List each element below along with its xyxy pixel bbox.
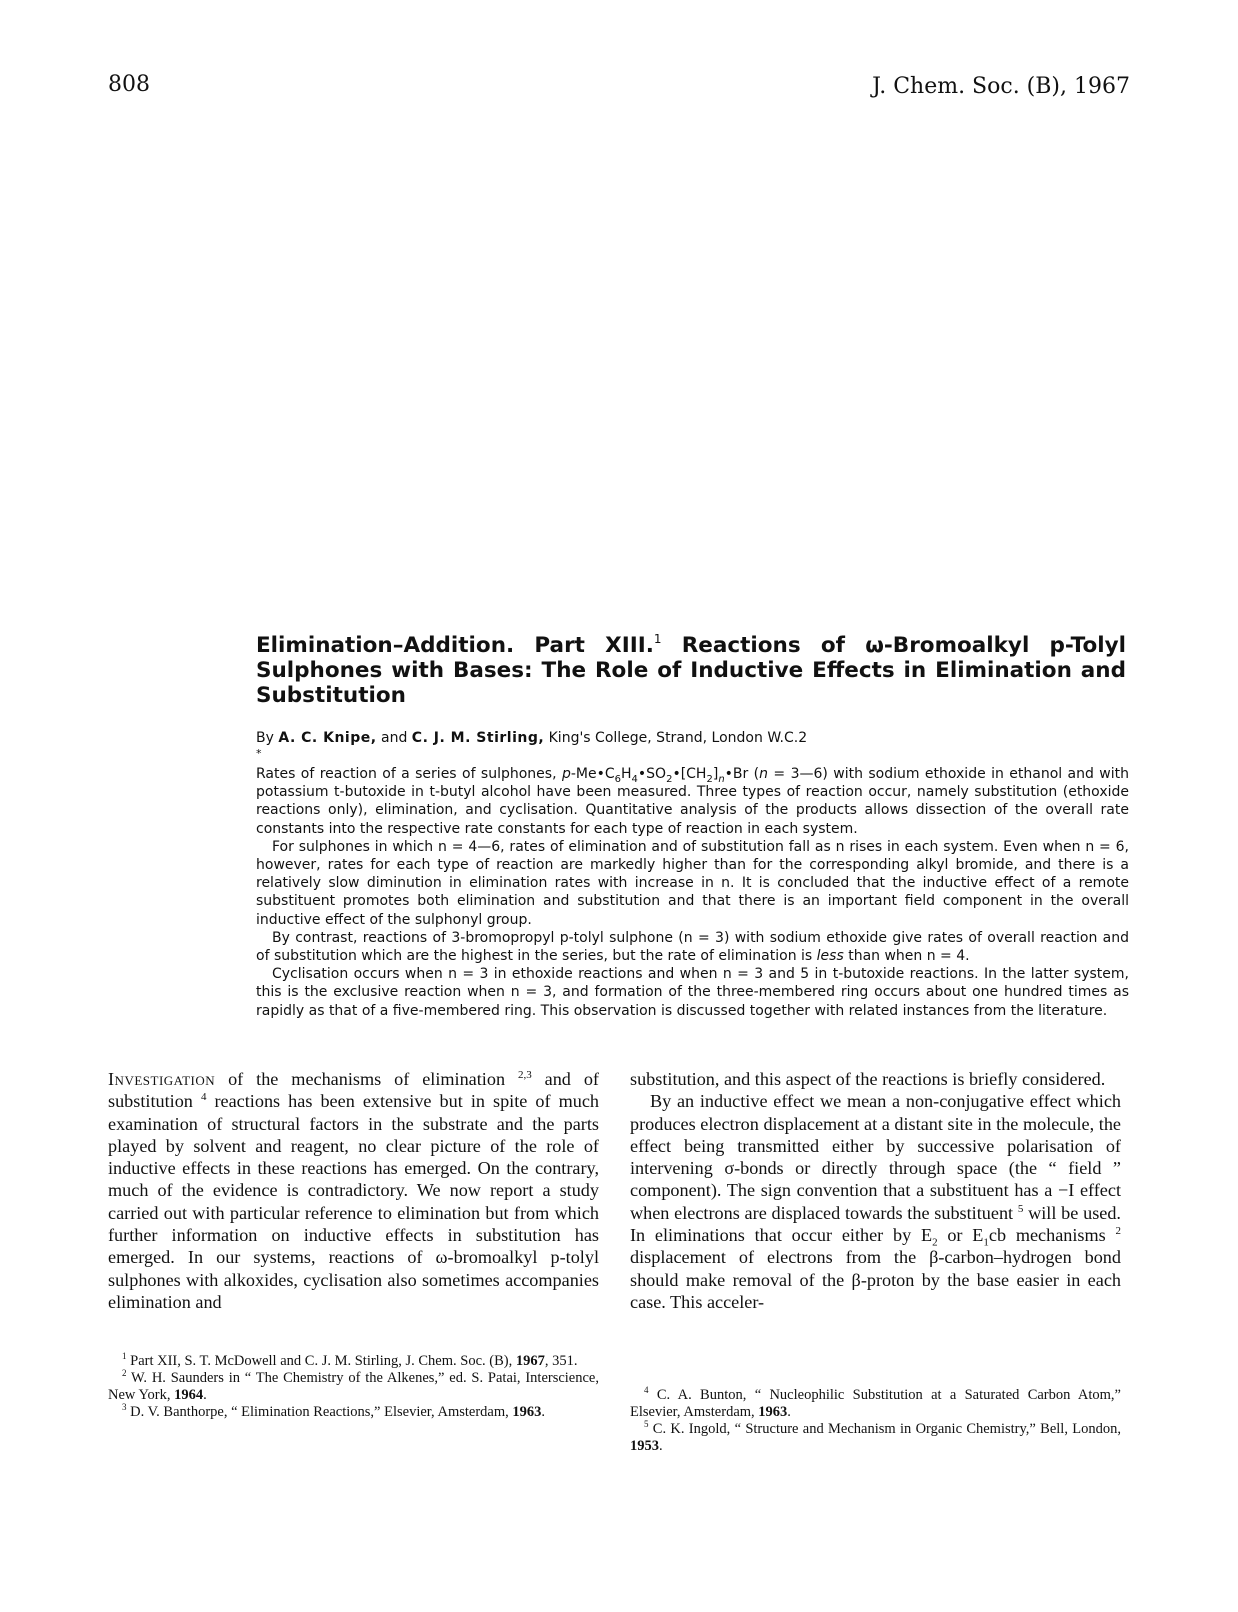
- formula-part: •Br (: [724, 766, 760, 782]
- byline: [256, 730, 807, 746]
- abstract-paragraph-1: [256, 765, 1129, 838]
- footnote-text: .: [659, 1438, 663, 1454]
- citation-ref: 2: [1115, 1225, 1121, 1238]
- footnote-number: 1: [122, 1351, 127, 1362]
- citation-ref: 4: [200, 1091, 207, 1104]
- author-knipe: A. C. Knipe,: [278, 730, 377, 746]
- footnote-text: C. K. Ingold, “ Structure and Mechanism in Organic Chemistry,” Bell, London,: [648, 1421, 1121, 1437]
- journal-citation: J. Chem. Soc. (B), 1967: [872, 74, 1130, 99]
- body-paragraph: [630, 1090, 1121, 1313]
- formula-part: H: [620, 766, 632, 782]
- footnote: [630, 1421, 1121, 1455]
- footnote-text: W. H. Saunders in “ The Chemistry of the Alkenes,” ed. S. Patai, Interscience, New York,: [108, 1370, 599, 1403]
- footnote-text: .: [787, 1404, 791, 1420]
- lead-word: Investigation: [108, 1069, 216, 1089]
- affiliation: King's College, Strand, London W.C.2: [548, 730, 808, 746]
- formula-part: •SO: [637, 766, 667, 782]
- citation-ref: 2,3: [517, 1068, 532, 1081]
- formula-part: •[CH: [672, 766, 707, 782]
- formula-subscript: n: [718, 773, 725, 785]
- abstract-paragraph-3: [256, 929, 1129, 965]
- asterisk-mark: *: [256, 747, 262, 760]
- body-text: will be used. In eliminations that occur either by E: [630, 1202, 1121, 1246]
- and-label: and: [381, 730, 408, 746]
- title-part-a: Elimination–Addition. Part XIII.: [256, 633, 654, 658]
- footnote-text: C. A. Bunton, “ Nucleophilic Substitution at a Saturated Carbon Atom,” Elsevier, Amsterdam,: [630, 1387, 1121, 1420]
- body-column-left: [108, 1068, 599, 1313]
- mechanism-subscript: 1: [983, 1236, 989, 1249]
- body-paragraph: substitution, and this aspect of the reactions is briefly considered.: [630, 1069, 1106, 1089]
- abstract-paragraph-4: Cyclisation occurs when n = 3 in ethoxide reactions and when n = 3 and 5 in t-butoxide reactions. In the latter system, this is the exclusive reaction when n = 3, and formation of the three-membered ring occurs about one hundred times as rapidly as that of a five-membered ring. This observation is discussed together with related instances from the literature.: [256, 966, 1129, 1019]
- footnote-number: 3: [122, 1402, 127, 1413]
- article-title: [256, 633, 1126, 708]
- abstract: [256, 765, 1129, 1020]
- body-text: cb mechanisms: [988, 1225, 1116, 1246]
- footnotes-right: [630, 1387, 1121, 1455]
- by-label: By: [256, 730, 274, 746]
- mechanism-subscript: 2: [932, 1236, 938, 1249]
- footnote: [630, 1387, 1121, 1421]
- formula-subscript: 6: [614, 773, 621, 785]
- abstract-text: than when n = 4.: [843, 948, 970, 965]
- footnote-text: .: [203, 1387, 207, 1403]
- formula-subscript: 4: [631, 773, 638, 785]
- formula-subscript: 2: [706, 773, 713, 785]
- footnote-year: 1963: [758, 1404, 788, 1420]
- author-stirling: C. J. M. Stirling,: [411, 730, 545, 746]
- body-text: By an inductive effect we mean a non-conjugative effect which produces electron displacement at a distant site in the molecule, the effect being transmitted either by successive polarisation of intervening σ-bonds or directly through space (the “ field ” component). The sign convention that a substituent has a −I effect when electrons are displaced towards the substituent: [630, 1091, 1121, 1223]
- body-text: of the mechanisms of elimination: [215, 1069, 518, 1089]
- body-text: or E: [937, 1225, 984, 1246]
- footnote: [108, 1404, 599, 1421]
- body-text: displacement of electrons from the β-carbon–hydrogen bond should make removal of the β-proton by the base easier in each case. This acceler-: [630, 1247, 1121, 1312]
- footnote-year: 1964: [174, 1387, 204, 1403]
- footnote: [108, 1353, 599, 1370]
- body-text: and of substitution: [108, 1069, 599, 1112]
- formula-part: -Me•C: [570, 766, 615, 782]
- citation-ref: 5: [1017, 1202, 1024, 1215]
- footnote-text: Part XII, S. T. McDowell and C. J. M. Stirling, J. Chem. Soc. (B),: [126, 1353, 516, 1369]
- footnote-year: 1953: [630, 1438, 659, 1454]
- footnotes-left: [108, 1353, 599, 1421]
- formula-part: n: [759, 766, 769, 782]
- body-text: reactions has been extensive but in spite of much examination of structural factors in the substrate and the parts played by solvent and reagent, no clear picture of the role of inductive effects in these reactions has emerged. On the contrary, much of the evidence is contradictory. We now report a study carried out with particular reference to elimination but from which further information on inductive effects in substitution has emerged. In our systems, reactions of ω-bromoalkyl p-tolyl sulphones with alkoxides, cyclisation also sometimes accompanies elimination and: [108, 1091, 600, 1312]
- abstract-text: Rates of reaction of a series of sulphones,: [256, 766, 562, 782]
- footnote-number: 5: [644, 1419, 649, 1430]
- abstract-emphasis: less: [816, 948, 844, 965]
- formula-part: p: [561, 766, 571, 782]
- formula-part: ]: [712, 766, 719, 782]
- footnote-number: 2: [122, 1368, 127, 1379]
- abstract-paragraph-2: For sulphones in which n = 4—6, rates of elimination and of substitution fall as n rises in each system. Even when n = 6, however, rates for each type of reaction are markedly higher than for the corresponding alkyl bromide, and there is a relatively slow diminution in elimination rates with increase in n. It is concluded that the inductive effect of a remote substituent promotes both elimination and substitution and that there is an important field component in the overall inductive effect of the sulphonyl group.: [256, 838, 1129, 928]
- footnote-text: , 351.: [544, 1353, 578, 1369]
- formula-subscript: 2: [666, 773, 673, 785]
- footnote-number: 4: [644, 1385, 649, 1396]
- body-paragraph: [108, 1068, 599, 1313]
- page-number: 808: [108, 72, 150, 97]
- footnote-text: .: [541, 1404, 546, 1420]
- footnote-text: D. V. Banthorpe, “ Elimination Reactions,” Elsevier, Amsterdam,: [126, 1404, 513, 1420]
- abstract-text: = 3—6) with sodium ethoxide in ethanol and with potassium t-butoxide in t-butyl alcohol have been measured. Three types of reaction occur, namely substitution (ethoxide reactions only), elimination, and cyclisation. Quantitative analysis of the products allows dissection of the overall rate constants into the respective rate constants for each type of reaction in each system.: [256, 766, 1130, 837]
- title-part-b: Reactions of ω-Bromoalkyl p-Tolyl Sulphones with Bases: The Role of Inductive Effects in Elimination and Substitution: [256, 633, 1127, 708]
- footnote-year: 1963: [512, 1404, 542, 1420]
- abstract-text: By contrast, reactions of 3-bromopropyl p-tolyl sulphone (n = 3) with sodium ethoxide give rates of overall reaction and of substitution which are the highest in the series, but the rate of elimination is: [256, 929, 1129, 965]
- title-footnote-ref: 1: [653, 632, 662, 646]
- body-column-right: [630, 1068, 1121, 1313]
- footnote: [108, 1370, 599, 1404]
- footnote-year: 1967: [515, 1353, 545, 1369]
